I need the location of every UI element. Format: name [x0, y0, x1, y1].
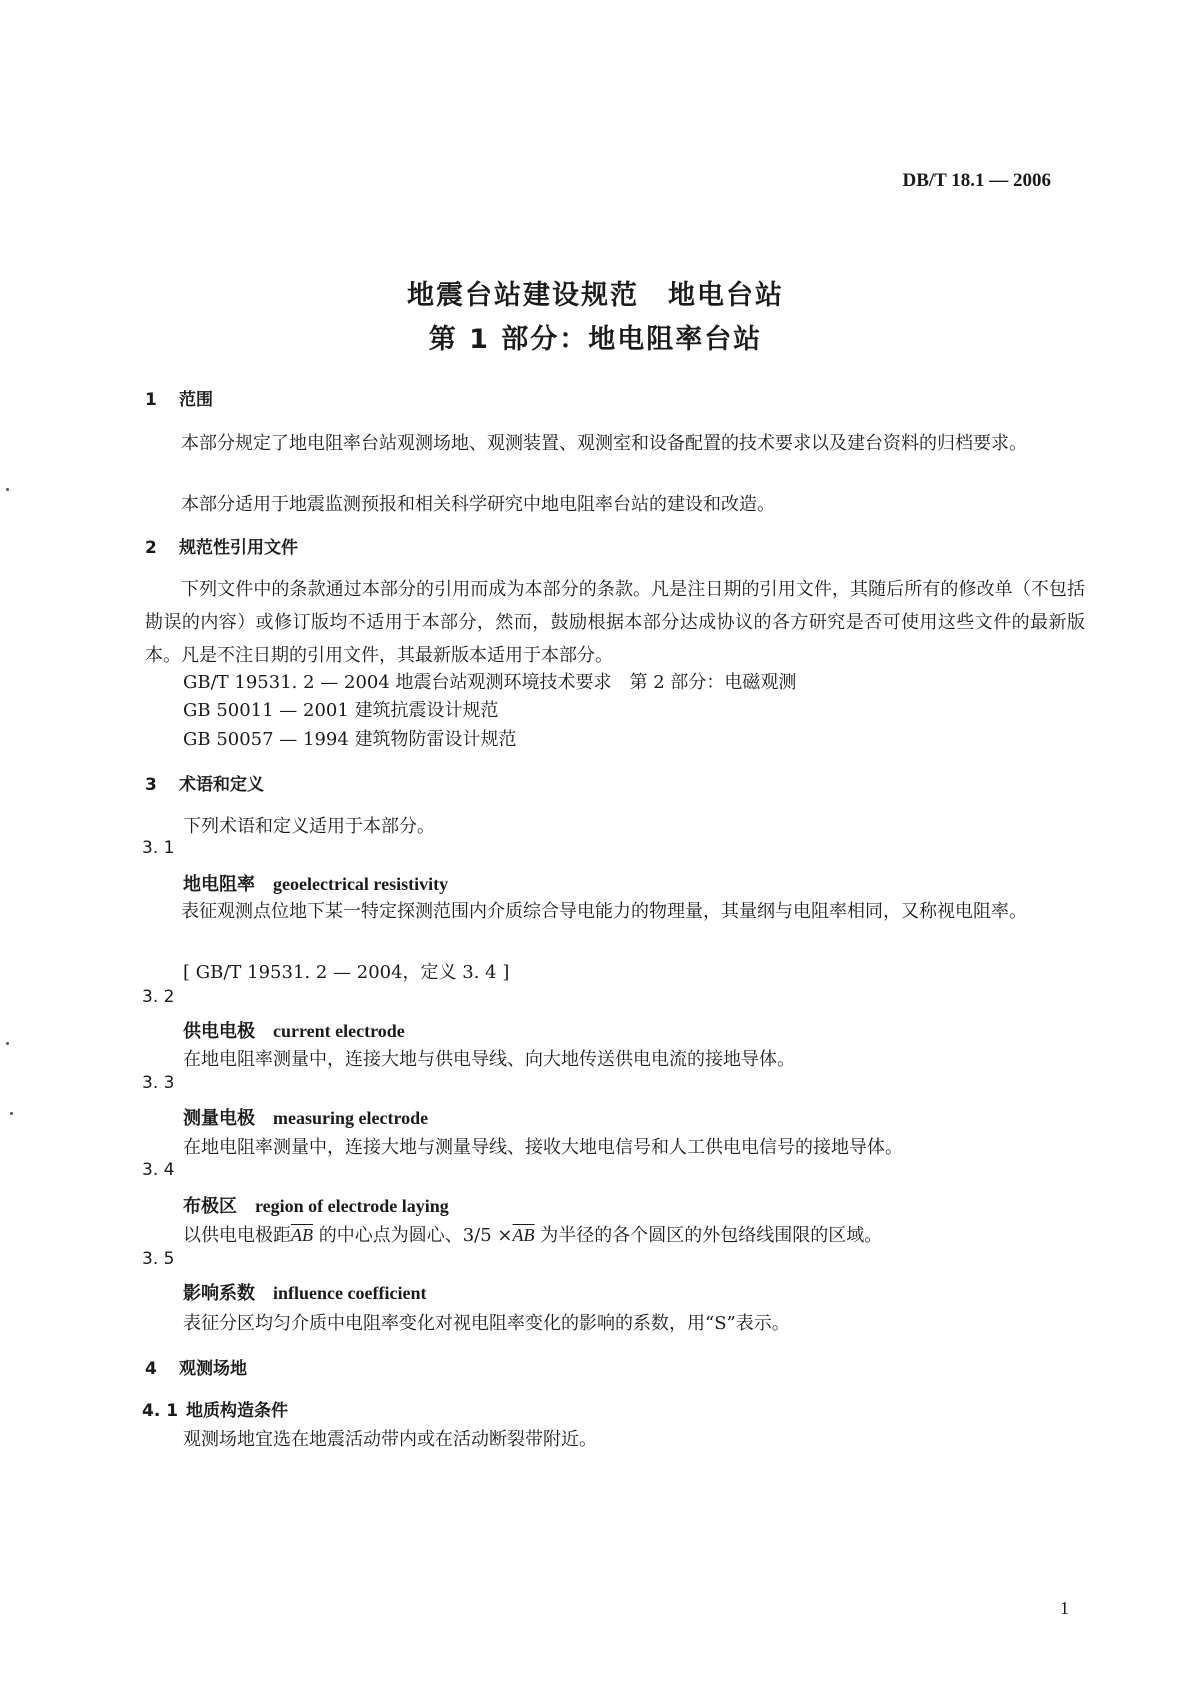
clause-3-5-definition: 表征分区均匀介质中电阻率变化对视电阻率变化的影响的系数，用“S”表示。: [183, 1313, 790, 1334]
section-number: 4: [145, 1359, 157, 1379]
section-number: 2: [145, 538, 157, 558]
clause-3-4-number: 3. 4: [142, 1160, 175, 1180]
term-english: current electrode: [273, 1021, 405, 1041]
section-2-heading: [145, 533, 298, 558]
term-english: measuring electrode: [273, 1108, 429, 1128]
definition-part-2: 的中心点为圆心、3/5 ×: [318, 1225, 513, 1246]
term-english: influence coefficient: [273, 1283, 427, 1303]
clause-3-4-term: [183, 1192, 449, 1218]
reference-1: GB/T 19531. 2 — 2004 地震台站观测环境技术要求 第 2 部分：电磁观测: [183, 672, 797, 693]
term-chinese: 地电阻率: [183, 874, 255, 895]
clause-3-1-term: [183, 870, 448, 896]
term-chinese: 影响系数: [183, 1283, 255, 1304]
section-1-paragraph-1: 本部分规定了地电阻率台站观测场地、观测装置、观测室和设备配置的技术要求以及建台资料的归档要求。: [181, 433, 1027, 454]
term-english: region of electrode laying: [255, 1196, 449, 1216]
scan-speck: [6, 488, 9, 491]
page-number: 1: [1060, 1598, 1069, 1618]
ab-symbol: $\overline{AB}$: [512, 1225, 535, 1245]
section-title: 术语和定义: [179, 775, 264, 795]
document-title-line2: 第 1 部分：地电阻率台站: [428, 324, 763, 355]
term-english: geoelectrical resistivity: [273, 874, 449, 894]
clause-4-1-heading: [142, 1396, 288, 1421]
term-chinese: 测量电极: [183, 1108, 255, 1129]
clause-3-5-number: 3. 5: [142, 1249, 175, 1269]
document-title-line1: 地震台站建设规范 地电台站: [407, 280, 784, 311]
clause-title: 地质构造条件: [186, 1401, 288, 1421]
clause-3-1-number: 3. 1: [142, 838, 175, 858]
reference-2: GB 50011 — 2001 建筑抗震设计规范: [183, 700, 499, 721]
section-title: 规范性引用文件: [179, 538, 298, 558]
clause-3-2-term: [183, 1017, 405, 1043]
section-title: 观测场地: [179, 1359, 247, 1379]
document-code: DB/T 18.1 — 2006: [902, 170, 1051, 191]
section-2-paragraph: 下列文件中的条款通过本部分的引用而成为本部分的条款。凡是注日期的引用文件，其随后所有的修改单（不包括勘误的内容）或修订版均不适用于本部分，然而，鼓励根据本部分达成协议的各方研究是否可使用这些文件的最新版本。凡是不注日期的引用文件，其最新版本适用于本部分。: [145, 579, 1085, 666]
section-1-heading: [145, 385, 213, 410]
clause-3-4-definition: [183, 1221, 882, 1247]
clause-3-3-number: 3. 3: [142, 1073, 175, 1093]
section-title: 范围: [179, 390, 213, 410]
clause-3-2-definition: 在地电阻率测量中，连接大地与供电导线、向大地传送供电电流的接地导体。: [183, 1049, 795, 1070]
clause-number: 4. 1: [142, 1401, 179, 1421]
reference-3: GB 50057 — 1994 建筑物防雷设计规范: [183, 729, 517, 750]
section-1-paragraph-2: 本部分适用于地震监测预报和相关科学研究中地电阻率台站的建设和改造。: [181, 494, 775, 515]
section-3-intro: 下列术语和定义适用于本部分。: [183, 816, 435, 837]
section-number: 3: [145, 775, 157, 795]
clause-4-1-text: 观测场地宜选在地震活动带内或在活动断裂带附近。: [183, 1429, 597, 1450]
section-4-heading: [145, 1354, 247, 1379]
clause-3-5-term: [183, 1279, 426, 1305]
definition-part-3: 为半径的各个圆区的外包络线围限的区域。: [540, 1225, 883, 1246]
clause-3-1-source: [ GB/T 19531. 2 — 2004，定义 3. 4 ]: [183, 962, 510, 983]
scan-speck: [10, 1112, 13, 1115]
term-chinese: 布极区: [183, 1196, 237, 1217]
clause-3-3-definition: 在地电阻率测量中，连接大地与测量导线、接收大地电信号和人工供电电信号的接地导体。: [183, 1137, 903, 1158]
scan-speck: [6, 1042, 9, 1045]
clause-3-3-term: [183, 1104, 428, 1130]
ab-symbol: $\overline{AB}$: [291, 1225, 313, 1245]
section-number: 1: [145, 390, 157, 410]
clause-3-2-number: 3. 2: [142, 987, 175, 1007]
section-3-heading: [145, 770, 264, 795]
definition-part-1: 以供电电极距: [183, 1225, 291, 1246]
term-chinese: 供电电极: [183, 1021, 255, 1042]
clause-3-1-definition: 表征观测点位地下某一特定探测范围内介质综合导电能力的物理量，其量纲与电阻率相同，又称视电阻率。: [181, 901, 1027, 922]
